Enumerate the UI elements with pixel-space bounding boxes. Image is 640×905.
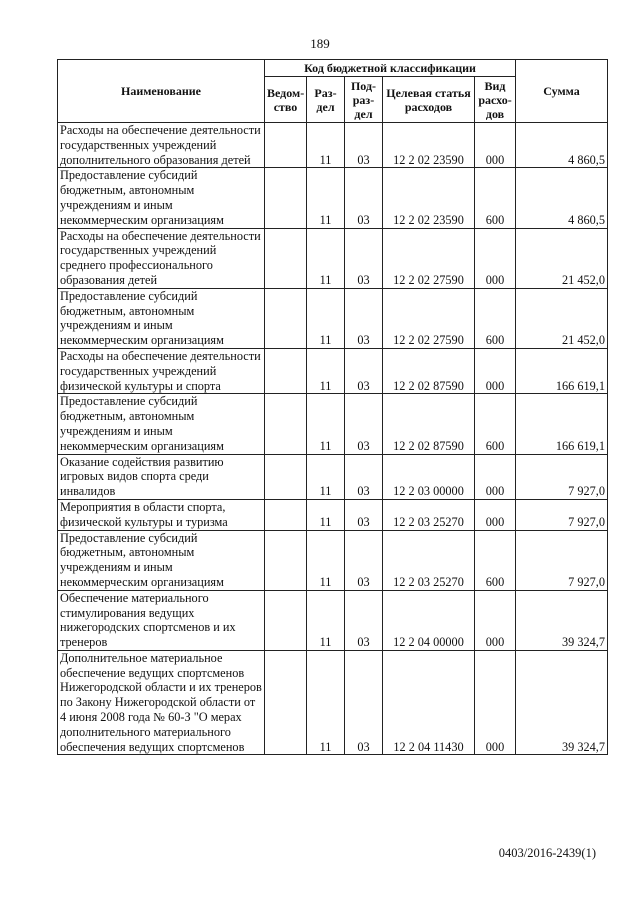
- row-name: Предоставление субсидий бюджетным, автономным учреждениям и иным некоммерческим организациям: [58, 394, 265, 454]
- row-vid: 000: [475, 454, 516, 499]
- header-podrazdel: Под-раз-дел: [345, 77, 383, 123]
- row-vedomstvo: [265, 168, 307, 228]
- row-razdel: 11: [307, 590, 345, 650]
- row-name: Предоставление субсидий бюджетным, автономным учреждениям и иным некоммерческим организациям: [58, 288, 265, 348]
- row-vid: 000: [475, 228, 516, 288]
- table-row: [58, 288, 608, 348]
- row-sum: 7 927,0: [516, 499, 608, 530]
- row-razdel: 11: [307, 228, 345, 288]
- table-row: [58, 499, 608, 530]
- header-vid: Вид расхо-дов: [475, 77, 516, 123]
- row-razdel: 11: [307, 123, 345, 168]
- row-target: 12 2 02 27590: [383, 228, 475, 288]
- table-row: [58, 348, 608, 393]
- row-razdel: 11: [307, 454, 345, 499]
- row-podrazdel: 03: [345, 394, 383, 454]
- row-target: 12 2 04 11430: [383, 650, 475, 755]
- table-row: [58, 590, 608, 650]
- row-name: Расходы на обеспечение деятельности государственных учреждений дополнительного образования детей: [58, 123, 265, 168]
- table-body: [58, 123, 608, 755]
- row-vedomstvo: [265, 499, 307, 530]
- row-podrazdel: 03: [345, 123, 383, 168]
- row-podrazdel: 03: [345, 348, 383, 393]
- row-podrazdel: 03: [345, 228, 383, 288]
- row-sum: 166 619,1: [516, 394, 608, 454]
- row-vedomstvo: [265, 123, 307, 168]
- row-razdel: 11: [307, 168, 345, 228]
- row-target: 12 2 04 00000: [383, 590, 475, 650]
- row-vedomstvo: [265, 288, 307, 348]
- row-sum: 39 324,7: [516, 590, 608, 650]
- table-row: [58, 454, 608, 499]
- row-target: 12 2 02 27590: [383, 288, 475, 348]
- budget-table: [57, 59, 608, 755]
- row-vid: 000: [475, 590, 516, 650]
- row-sum: 4 860,5: [516, 168, 608, 228]
- row-sum: 7 927,0: [516, 530, 608, 590]
- row-target: 12 2 02 87590: [383, 348, 475, 393]
- row-podrazdel: 03: [345, 530, 383, 590]
- row-vid: 600: [475, 530, 516, 590]
- row-target: 12 2 03 25270: [383, 530, 475, 590]
- row-podrazdel: 03: [345, 168, 383, 228]
- header-target: Целевая статья расходов: [383, 77, 475, 123]
- row-vedomstvo: [265, 348, 307, 393]
- row-name: Дополнительное материальное обеспечение ведущих спортсменов Нижегородской области и их тренеров по Закону Нижегородской области от 4 июня 2008 года № 60-З "О мерах дополнительного материального обеспечения ведущих спортсменов: [58, 650, 265, 755]
- row-name: Предоставление субсидий бюджетным, автономным учреждениям и иным некоммерческим организациям: [58, 168, 265, 228]
- row-vid: 000: [475, 499, 516, 530]
- row-name: Расходы на обеспечение деятельности государственных учреждений среднего профессионального образования детей: [58, 228, 265, 288]
- header-sum: Сумма: [516, 60, 608, 123]
- table-row: [58, 650, 608, 755]
- row-sum: 166 619,1: [516, 348, 608, 393]
- table-header: [58, 60, 608, 123]
- row-razdel: 11: [307, 288, 345, 348]
- row-target: 12 2 03 25270: [383, 499, 475, 530]
- row-vedomstvo: [265, 650, 307, 755]
- header-vedomstvo: Ведом-ство: [265, 77, 307, 123]
- row-vid: 600: [475, 394, 516, 454]
- row-razdel: 11: [307, 650, 345, 755]
- row-razdel: 11: [307, 499, 345, 530]
- header-name: Наименование: [58, 60, 265, 123]
- row-name: Расходы на обеспечение деятельности государственных учреждений физической культуры и спорта: [58, 348, 265, 393]
- row-vid: 600: [475, 168, 516, 228]
- row-sum: 21 452,0: [516, 228, 608, 288]
- row-vedomstvo: [265, 228, 307, 288]
- row-sum: 21 452,0: [516, 288, 608, 348]
- row-sum: 39 324,7: [516, 650, 608, 755]
- row-vedomstvo: [265, 590, 307, 650]
- header-code-group: Код бюджетной классификации: [265, 60, 516, 77]
- row-vid: 600: [475, 288, 516, 348]
- row-sum: 7 927,0: [516, 454, 608, 499]
- row-vid: 000: [475, 123, 516, 168]
- table-row: [58, 123, 608, 168]
- row-vedomstvo: [265, 530, 307, 590]
- table-row: [58, 394, 608, 454]
- row-name: Оказание содействия развитию игровых видов спорта среди инвалидов: [58, 454, 265, 499]
- row-vid: 000: [475, 650, 516, 755]
- row-razdel: 11: [307, 530, 345, 590]
- row-razdel: 11: [307, 394, 345, 454]
- row-target: 12 2 02 87590: [383, 394, 475, 454]
- table-row: [58, 530, 608, 590]
- row-razdel: 11: [307, 348, 345, 393]
- document-code: 0403/2016-2439(1): [498, 846, 596, 860]
- page-number: 189: [310, 36, 330, 51]
- row-name: Предоставление субсидий бюджетным, автономным учреждениям и иным некоммерческим организациям: [58, 530, 265, 590]
- row-target: 12 2 03 00000: [383, 454, 475, 499]
- row-name: Обеспечение материального стимулирования ведущих нижегородских спортсменов и их тренеров: [58, 590, 265, 650]
- row-name: Мероприятия в области спорта, физической культуры и туризма: [58, 499, 265, 530]
- row-vid: 000: [475, 348, 516, 393]
- row-podrazdel: 03: [345, 288, 383, 348]
- row-podrazdel: 03: [345, 454, 383, 499]
- row-target: 12 2 02 23590: [383, 123, 475, 168]
- table-row: [58, 228, 608, 288]
- row-podrazdel: 03: [345, 590, 383, 650]
- row-vedomstvo: [265, 454, 307, 499]
- row-podrazdel: 03: [345, 499, 383, 530]
- row-vedomstvo: [265, 394, 307, 454]
- table-row: [58, 168, 608, 228]
- row-podrazdel: 03: [345, 650, 383, 755]
- row-target: 12 2 02 23590: [383, 168, 475, 228]
- header-razdel: Раз-дел: [307, 77, 345, 123]
- row-sum: 4 860,5: [516, 123, 608, 168]
